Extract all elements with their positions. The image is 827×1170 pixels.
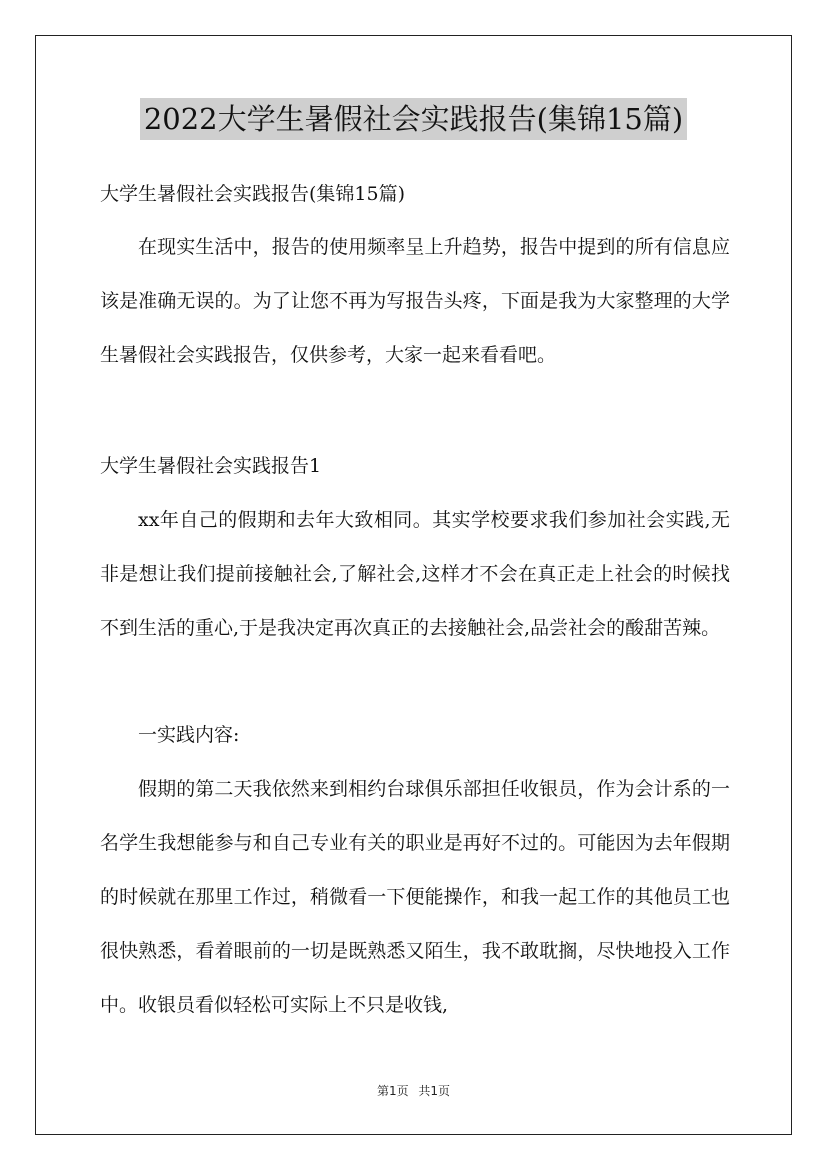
title-container bbox=[0, 98, 827, 140]
body-paragraph-1: xx年自己的假期和去年大致相同。其实学校要求我们参加社会实践,无非是想让我们提前接触社会,了解社会,这样才不会在真正走上社会的时候找不到生活的重心,于是我决定再次真正的去接触社会,品尝社会的酸甜苦辣。 bbox=[100, 509, 730, 639]
page-total: 共1页 bbox=[418, 1084, 451, 1098]
document-subtitle: 大学生暑假社会实践报告(集锦15篇) bbox=[100, 183, 406, 205]
body-paragraph-2: 假期的第二天我依然来到相约台球俱乐部担任收银员，作为会计系的一名学生我想能参与和自己专业有关的职业是再好不过的。可能因为去年假期的时候就在那里工作过，稍微看一下便能操作，和我一起工作的其他员工也很快熟悉，看着眼前的一切是既熟悉又陌生，我不敢耽搁，尽快地投入工作中。收银员看似轻松可实际上不只是收钱, bbox=[100, 778, 730, 1016]
item-heading: 一实践内容: bbox=[138, 724, 240, 746]
intro-paragraph: 在现实生活中，报告的使用频率呈上升趋势，报告中提到的所有信息应该是准确无误的。为了让您不再为写报告头疼，下面是我为大家整理的大学生暑假社会实践报告，仅供参考，大家一起来看看吧。 bbox=[100, 236, 730, 366]
section-title: 大学生暑假社会实践报告1 bbox=[100, 455, 322, 477]
page-number: 第1页 bbox=[376, 1084, 409, 1098]
document-title: 2022大学生暑假社会实践报告(集锦15篇) bbox=[140, 98, 687, 140]
page-footer bbox=[0, 1082, 827, 1099]
